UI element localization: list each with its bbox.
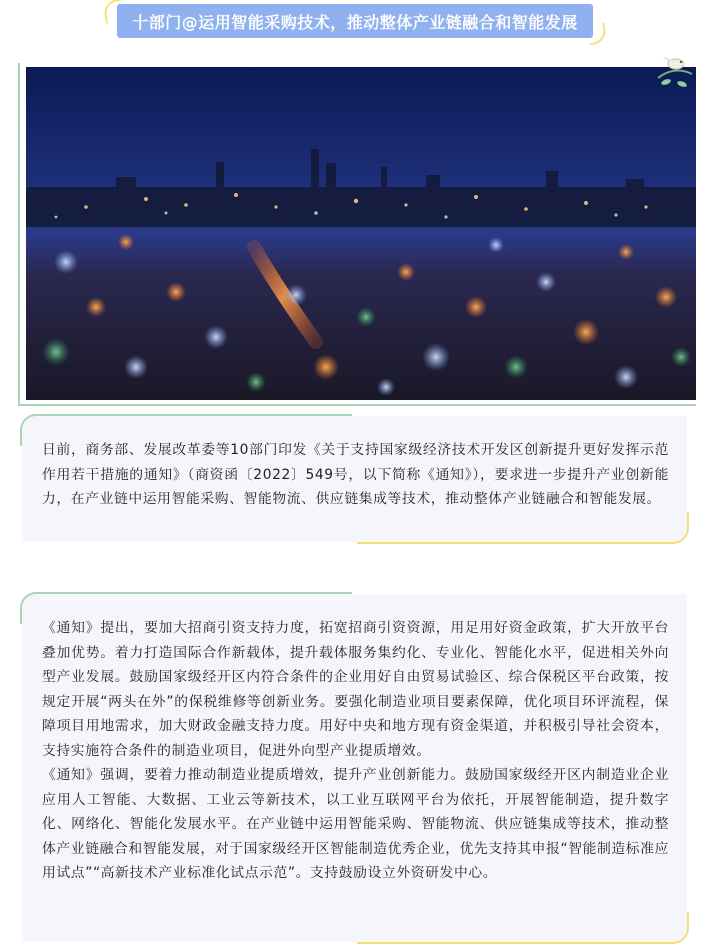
intro-card: [22, 416, 687, 542]
page-title: 十部门@运用智能采购技术，推动整体产业链融合和智能发展: [132, 12, 578, 32]
title-banner: [117, 4, 593, 38]
decorative-curl-icon: [586, 23, 607, 46]
city-night-photo: [26, 67, 696, 400]
detail-paragraph-2: 《通知》强调，要着力推动制造业提质增效，提升产业创新能力。鼓励国家级经开区内制造业企业应用人工智能、大数据、工业云等新技术，以工业互联网平台为依托，开展智能制造，提升数字化、网络化、智能化发展水平。在产业链中运用智能采购、智能物流、供应链集成等技术，推动整体产业链融合和智能发展，对于国家级经开区智能制造优秀企业，优先支持其申报“智能制造标准应用试点”“高新技术产业标准化试点示范”。支持鼓励设立外资研发中心。: [42, 767, 669, 881]
detail-card: [22, 594, 687, 942]
title-section: [0, 0, 721, 50]
photo-frame: [18, 63, 696, 406]
detail-paragraph-1: 《通知》提出，要加大招商引资支持力度，拓宽招商引资资源，用足用好资金政策，扩大开放平台叠加优势。着力打造国际合作新载体，提升载体服务集约化、专业化、智能化水平，促进相关外向型产业发展。鼓励国家级经开区内符合条件的企业用好自由贸易试验区、综合保税区平台政策，按规定开展“两头在外”的保税维修等创新业务。要强化制造业项目要素保障，优化项目环评流程，保障项目用地需求，加大财政金融支持力度。用好中央和地方现有资金渠道，并积极引导社会资本，支持实施符合条件的制造业项目，促进外向型产业提质增效。: [42, 620, 669, 759]
intro-paragraph: 日前，商务部、发展改革委等10部门印发《关于支持国家级经济技术开发区创新提升更好发挥示范作用若干措施的通知》（商资函〔2022〕549号，以下简称《通知》），要求进一步提升产业创新能力，在产业链中运用智能采购、智能物流、供应链集成等技术，推动整体产业链融合和智能发展。: [42, 442, 669, 507]
bird-decoration-icon: [652, 52, 696, 92]
